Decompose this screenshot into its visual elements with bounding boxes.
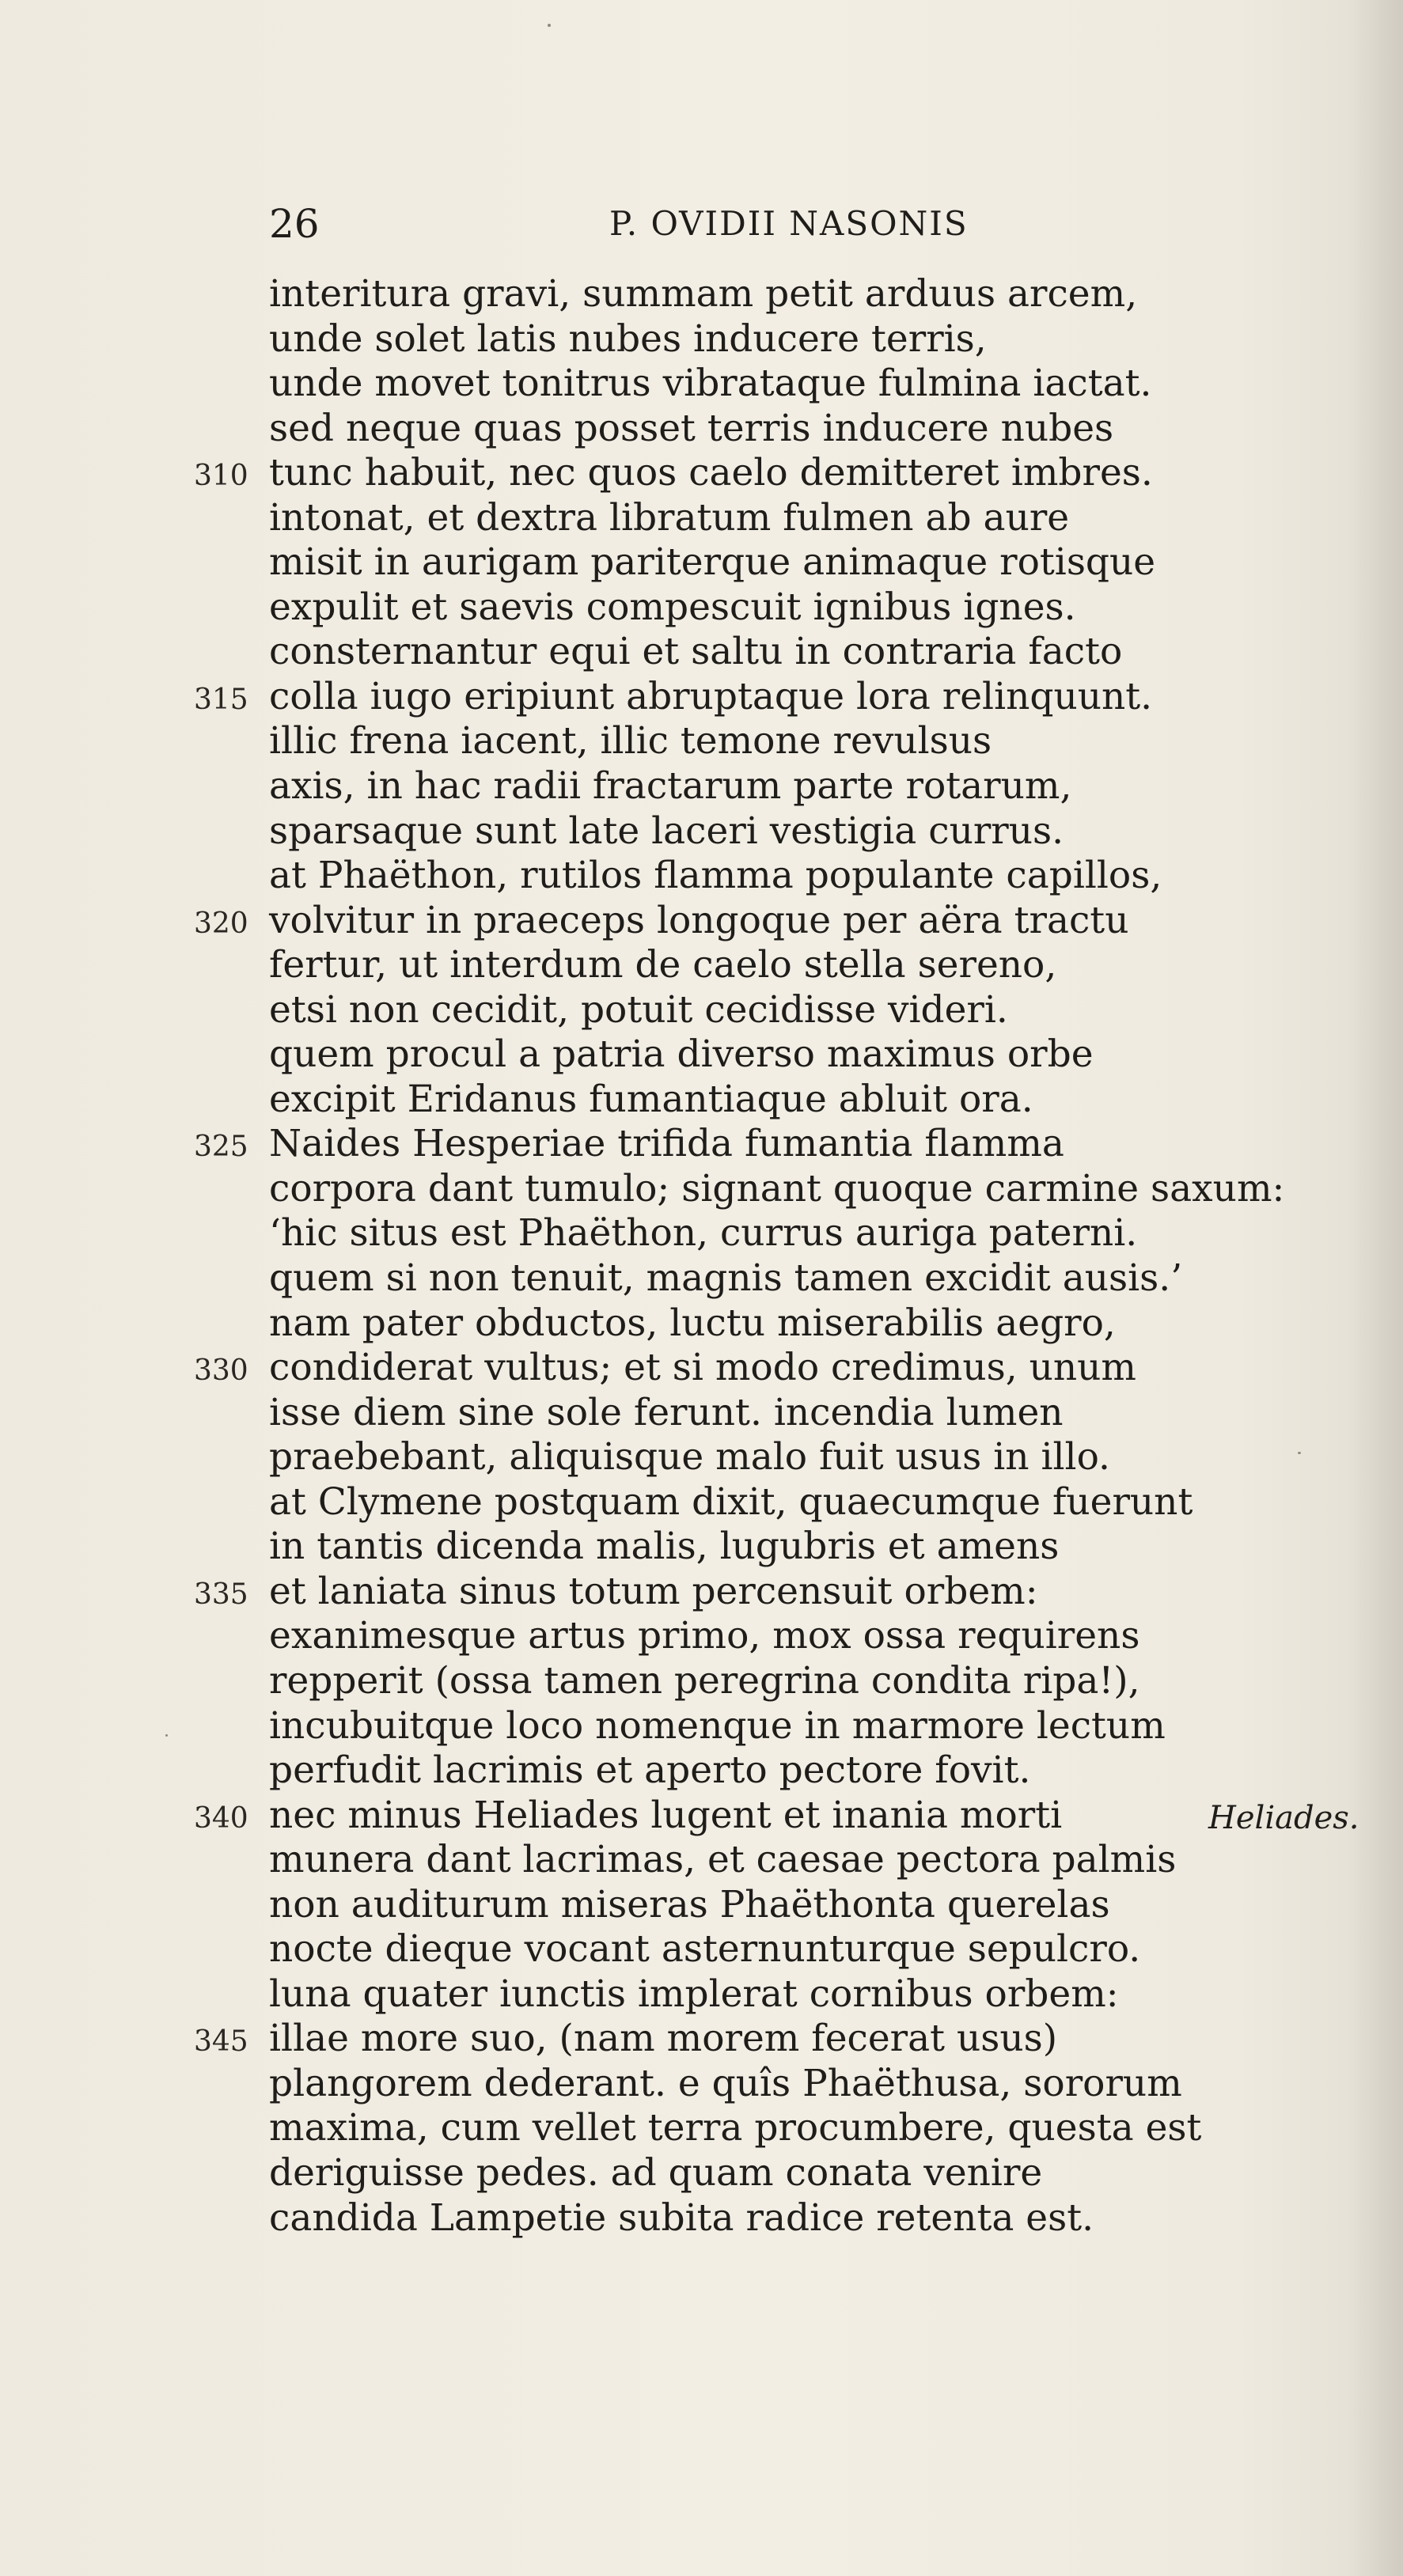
verse-line-text: volvitur in praeceps longoque per aëra tractu bbox=[269, 898, 1129, 942]
verse-line bbox=[269, 1613, 1337, 1658]
verse-line bbox=[269, 809, 1337, 854]
verse-line bbox=[194, 674, 1337, 719]
verse-line-text: illae more suo, (nam morem fecerat usus) bbox=[269, 2017, 1058, 2061]
verse-line-text: unde movet tonitrus vibrataque fulmina iactat. bbox=[269, 362, 1152, 406]
verse-line-text: maxima, cum vellet terra procumbere, questa est bbox=[269, 2106, 1202, 2150]
verse-line bbox=[269, 987, 1337, 1032]
verse-line-text: illic frena iacent, illic temone revulsus bbox=[269, 719, 992, 763]
verse-line bbox=[269, 1748, 1337, 1793]
verse-line bbox=[269, 316, 1337, 362]
verse-line bbox=[194, 1121, 1337, 1166]
verse-line-text: nam pater obductos, luctu miserabilis aegro, bbox=[269, 1301, 1116, 1345]
line-number: 330 bbox=[194, 1354, 248, 1388]
verse-line bbox=[269, 1077, 1337, 1122]
verse-line bbox=[194, 1345, 1337, 1390]
verse-line bbox=[269, 942, 1337, 987]
paper-speck bbox=[548, 24, 551, 27]
line-number: 320 bbox=[194, 907, 248, 940]
page-number: 26 bbox=[269, 201, 320, 247]
verse-line-text: consternantur equi et saltu in contraria facto bbox=[269, 630, 1123, 674]
verse-line bbox=[269, 2061, 1337, 2106]
verse-line bbox=[194, 1569, 1337, 1614]
verse-line-text: quem procul a patria diverso maximus orbe bbox=[269, 1032, 1094, 1077]
verse-line bbox=[269, 1926, 1337, 1972]
verse-line bbox=[194, 450, 1337, 495]
verse-line bbox=[269, 1524, 1337, 1569]
verse-line-text: ‘hic situs est Phaëthon, currus auriga paterni. bbox=[269, 1211, 1138, 1256]
verse-line-text: nec minus Heliades lugent et inania morti bbox=[269, 1793, 1063, 1837]
verse-line-text: quem si non tenuit, magnis tamen excidit ausis.’ bbox=[269, 1256, 1183, 1301]
verse-line-text: isse diem sine sole ferunt. incendia lumen bbox=[269, 1390, 1064, 1434]
verse-line bbox=[269, 1166, 1337, 1211]
verse-line-text: exanimesque artus primo, mox ossa requirens bbox=[269, 1614, 1140, 1658]
verse-line-text: expulit et saevis compescuit ignibus ignes. bbox=[269, 585, 1076, 629]
line-number: 345 bbox=[194, 2025, 248, 2059]
verse-line bbox=[194, 2016, 1337, 2061]
verse-text-block bbox=[194, 271, 1359, 2240]
verse-line bbox=[269, 271, 1337, 316]
verse-line bbox=[269, 540, 1337, 585]
line-number: 310 bbox=[194, 460, 248, 493]
verse-line-text: candida Lampetie subita radice retenta est. bbox=[269, 2195, 1094, 2240]
verse-line bbox=[269, 1210, 1337, 1256]
verse-line-text: misit in aurigam pariterque animaque rotisque bbox=[269, 540, 1156, 585]
verse-line bbox=[269, 1972, 1337, 2017]
verse-line bbox=[269, 1837, 1337, 1882]
verse-line bbox=[269, 361, 1337, 406]
verse-line-text: excipit Eridanus fumantiaque abluit ora. bbox=[269, 1077, 1033, 1121]
verse-line-text: non auditurum miseras Phaëthonta querelas bbox=[269, 1882, 1110, 1926]
verse-line-text: sed neque quas posset terris inducere nubes bbox=[269, 406, 1114, 450]
verse-line bbox=[269, 2150, 1337, 2195]
verse-line bbox=[269, 2195, 1337, 2241]
verse-line-text: Naides Hesperiae trifida fumantia flamma bbox=[269, 1122, 1064, 1166]
verse-line bbox=[269, 1658, 1337, 1703]
verse-line bbox=[269, 1479, 1337, 1525]
verse-line bbox=[269, 853, 1337, 898]
verse-line bbox=[269, 1032, 1337, 1077]
verse-line bbox=[269, 495, 1337, 540]
verse-line-text: axis, in hac radii fractarum parte rotarum, bbox=[269, 764, 1072, 809]
verse-line-text: colla iugo eripiunt abruptaque lora relinquunt. bbox=[269, 674, 1153, 718]
verse-line bbox=[269, 629, 1337, 674]
verse-line-text: nocte dieque vocant asternunturque sepulcro. bbox=[269, 1927, 1141, 1972]
verse-line bbox=[269, 1703, 1337, 1748]
page-header bbox=[269, 196, 999, 252]
verse-line bbox=[194, 1793, 1359, 1838]
verse-line-text: at Clymene postquam dixit, quaecumque fuerunt bbox=[269, 1479, 1193, 1524]
verse-line-text: deriguisse pedes. ad quam conata venire bbox=[269, 2150, 1043, 2195]
verse-line-text: unde solet latis nubes inducere terris, bbox=[269, 316, 987, 361]
verse-line bbox=[269, 1434, 1337, 1479]
verse-line-text: at Phaëthon, rutilos flamma populante capillos, bbox=[269, 854, 1162, 898]
verse-line-text: fertur, ut interdum de caelo stella sereno, bbox=[269, 943, 1057, 987]
line-number: 315 bbox=[194, 683, 248, 716]
verse-line bbox=[269, 1390, 1337, 1435]
verse-line-text: praebebant, aliquisque malo fuit usus in illo. bbox=[269, 1435, 1110, 1479]
line-number: 340 bbox=[194, 1801, 248, 1835]
verse-line-text: munera dant lacrimas, et caesae pectora palmis bbox=[269, 1838, 1177, 1882]
paper-speck bbox=[165, 1734, 168, 1737]
verse-line-text: intonat, et dextra libratum fulmen ab aure bbox=[269, 495, 1070, 540]
verse-line bbox=[269, 1301, 1337, 1346]
verse-line-text: incubuitque loco nomenque in marmore lectum bbox=[269, 1703, 1166, 1748]
running-title: P. OVIDII NASONIS bbox=[609, 204, 969, 243]
line-number: 335 bbox=[194, 1578, 248, 1611]
verse-line bbox=[194, 898, 1337, 943]
verse-line bbox=[269, 2105, 1337, 2150]
verse-line bbox=[269, 763, 1337, 809]
marginal-note: Heliades. bbox=[1208, 1799, 1359, 1836]
verse-line-text: etsi non cecidit, potuit cecidisse videri. bbox=[269, 987, 1008, 1032]
verse-line-text: sparsaque sunt late laceri vestigia currus. bbox=[269, 809, 1064, 853]
verse-line-text: tunc habuit, nec quos caelo demitteret imbres. bbox=[269, 451, 1153, 495]
verse-line bbox=[269, 1256, 1337, 1301]
verse-line-text: in tantis dicenda malis, lugubris et amens bbox=[269, 1525, 1060, 1569]
verse-line-text: repperit (ossa tamen peregrina condita ripa!), bbox=[269, 1658, 1140, 1703]
verse-line-text: perfudit lacrimis et aperto pectore fovit. bbox=[269, 1748, 1031, 1793]
line-number: 325 bbox=[194, 1131, 248, 1164]
verse-line bbox=[269, 1882, 1337, 1927]
verse-line-text: interitura gravi, summam petit arduus arcem, bbox=[269, 272, 1138, 316]
verse-line-text: luna quater iunctis implerat cornibus orbem: bbox=[269, 1972, 1119, 2016]
verse-line-text: plangorem dederant. e quîs Phaëthusa, sororum bbox=[269, 2061, 1182, 2105]
verse-line bbox=[269, 718, 1337, 763]
verse-line bbox=[269, 406, 1337, 451]
verse-line-text: et laniata sinus totum percensuit orbem: bbox=[269, 1569, 1038, 1613]
verse-line bbox=[269, 585, 1337, 630]
verse-line-text: corpora dant tumulo; signant quoque carmine saxum: bbox=[269, 1166, 1285, 1210]
verse-line-text: condiderat vultus; et si modo credimus, unum bbox=[269, 1346, 1136, 1390]
